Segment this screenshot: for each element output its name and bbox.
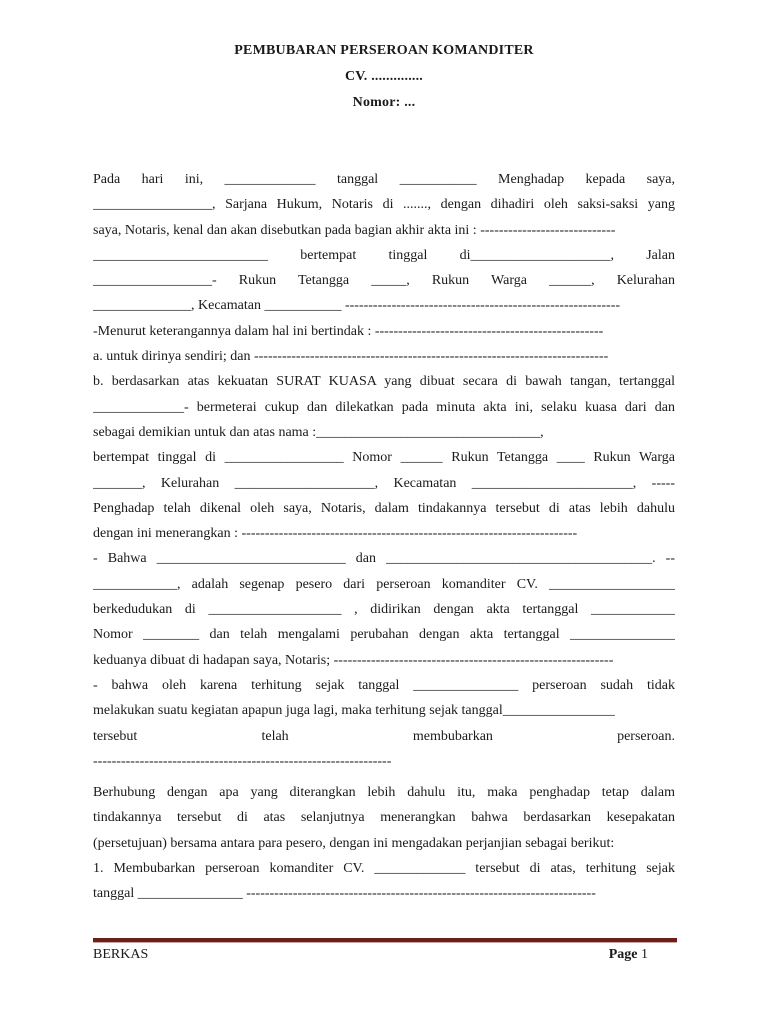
body-line: sebagai demikian untuk dan atas nama :________________________________,: [93, 424, 544, 440]
body-line: ____________, adalah segenap pesero dari perseroan komanditer CV. __________________: [93, 576, 675, 592]
body-line: _________________________ bertempat tinggal di____________________, Jalan: [93, 247, 675, 263]
body-line: keduanya dibuat di hadapan saya, Notaris; ------------------------------------------------------------: [93, 652, 614, 668]
body-line: tanggal _______________ ---------------------------------------------------------------------------: [93, 886, 596, 902]
body-line: tersebut telah membubarkan perseroan.: [93, 728, 675, 744]
body-line: - bahwa oleh karena terhitung sejak tanggal _______________ perseroan sudah tidak: [93, 677, 675, 693]
body-line: melakukan suatu kegiatan apapun juga lagi, maka terhitung sejak tanggal________________: [93, 703, 615, 719]
body-line: _________________- Rukun Tetangga _____, Rukun Warga ______, Kelurahan: [93, 273, 675, 289]
body-line: _________________, Sarjana Hukum, Notaris di ......., dengan dihadiri oleh saksi-saksi yang: [93, 197, 675, 213]
page-number: 1: [641, 947, 648, 962]
body-line: b. berdasarkan atas kekuatan SURAT KUASA yang dibuat secara di bawah tangan, tertanggal: [93, 374, 675, 390]
body-line: ----------------------------------------------------------------: [93, 753, 392, 769]
body-line: a. untuk dirinya sendiri; dan ----------------------------------------------------------------------------: [93, 349, 609, 365]
body-line: tindakannya tersebut di atas selanjutnya menerangkan bahwa berdasarkan kesepakatan: [93, 810, 675, 826]
company-name: CV. ..............: [344, 69, 424, 84]
body-line: Nomor ________ dan telah mengalami perubahan dengan akta tertanggal _______________: [93, 627, 675, 643]
document-title: PEMBUBARAN PERSEROAN KOMANDITER: [234, 43, 534, 58]
body-line: dengan ini menerangkan : ------------------------------------------------------------------------: [93, 526, 578, 542]
body-line: berkedudukan di ___________________ , didirikan dengan akta tertanggal ____________: [93, 602, 675, 618]
page-indicator: [609, 947, 648, 963]
body-line: saya, Notaris, kenal dan akan disebutkan pada bagian akhir akta ini : -----------------------------: [93, 222, 616, 238]
footer-label: BERKAS: [93, 947, 149, 962]
body-line: Penghadap telah dikenal oleh saya, Notaris, dalam tindakannya tersebut di atas lebih dahulu: [93, 500, 675, 516]
body-line: (persetujuan) bersama antara para pesero, dengan ini mengadakan perjanjian sebagai berikut:: [93, 835, 615, 851]
body-line: Pada hari ini, _____________ tanggal ___________ Menghadap kepada saya,: [93, 172, 675, 187]
body-line: Berhubung dengan apa yang diterangkan lebih dahulu itu, maka penghadap tetap dalam: [93, 785, 675, 801]
document-body: [93, 167, 675, 907]
body-line: ______________, Kecamatan ___________ -----------------------------------------------------------: [93, 298, 621, 314]
body-line: _______, Kelurahan ____________________, Kecamatan _______________________, -----: [93, 475, 675, 491]
body-line: -Menurut keterangannya dalam hal ini bertindak : -------------------------------------------------: [93, 323, 604, 339]
body-line: 1. Membubarkan perseroan komanditer CV. _____________ tersebut di atas, terhitung sejak: [93, 861, 675, 877]
body-line: _____________- bermeterai cukup dan dilekatkan pada minuta akta ini, selaku kuasa dari dan: [93, 399, 675, 415]
page-label: Page: [608, 947, 638, 962]
footer-rule: [93, 938, 677, 943]
document-number: Nomor: ...: [352, 95, 416, 110]
body-line: - Bahwa ___________________________ dan ______________________________________. --: [93, 551, 675, 567]
body-line: bertempat tinggal di _________________ Nomor ______ Rukun Tetangga ____ Rukun Warga: [93, 450, 675, 466]
